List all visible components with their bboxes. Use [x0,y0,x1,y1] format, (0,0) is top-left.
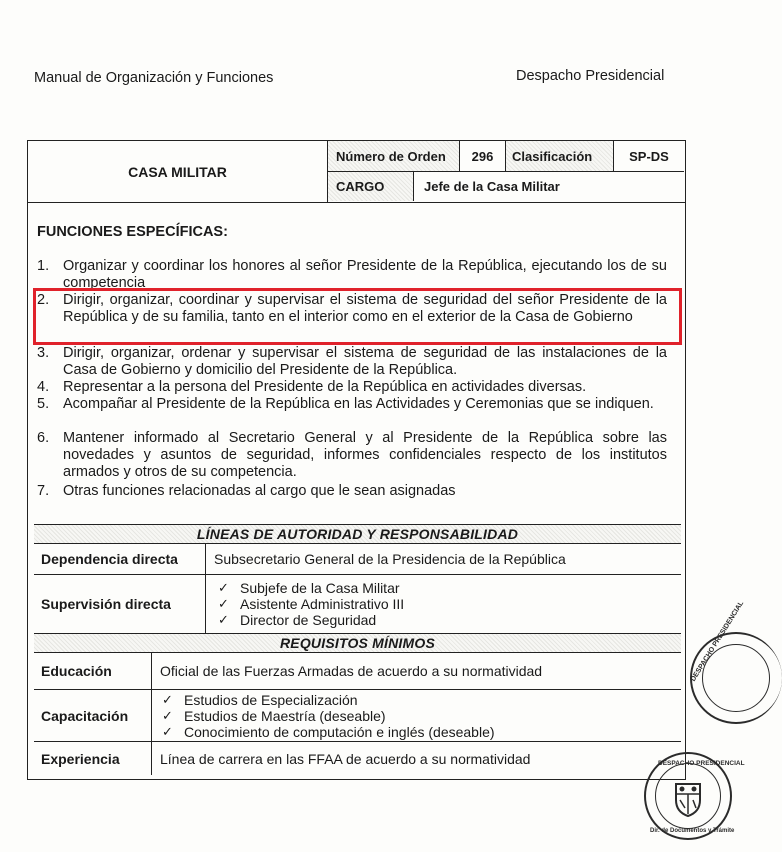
function-number: 1. [37,258,50,274]
function-number: 2. [37,292,50,308]
check-icon: ✓ [218,580,229,595]
check-icon: ✓ [162,723,173,739]
educacion-text: Oficial de las Fuerzas Armadas de acuerdo a su normatividad [160,663,543,679]
experiencia-value [152,742,681,775]
supervision-row [34,575,681,633]
unit-name: CASA MILITAR [28,141,328,203]
supervision-item: Director de Seguridad [240,612,377,628]
check-icon: ✓ [218,596,229,611]
stamp-text: DESPACHO PRESIDENCIAL [689,600,746,683]
function-number: 7. [37,483,50,499]
order-number-label: Número de Orden [328,141,460,172]
official-seal [644,752,745,840]
functions-title: FUNCIONES ESPECÍFICAS: [37,224,228,240]
educacion-value [152,653,681,689]
function-number: 4. [37,379,50,395]
capacitacion-item: Conocimiento de computación e inglés (deseable) [184,723,495,740]
function-item [37,345,667,379]
function-item [37,292,667,343]
supervision-list [206,575,681,633]
job-description-frame [27,140,686,780]
capacitacion-list [152,690,681,741]
function-item [37,396,667,430]
supervision-item: Asistente Administrativo III [240,596,405,612]
function-text: Dirigir, organizar, ordenar y supervisar el sistema de seguridad de las instalaciones de la Casa de Gobierno y domicilio del Presidente de la República. [63,345,667,378]
cargo-label: CARGO [328,172,414,201]
seal-bottom-text: Dir. de Documentos y Trámite [650,828,735,834]
function-text: Organizar y coordinar los honores al señor Presidente de la República, ejecutando los de su competencia [63,258,667,291]
experiencia-row [34,742,681,775]
list-item [162,692,681,708]
experiencia-label: Experiencia [34,742,152,775]
educacion-row [34,653,681,690]
order-number-value: 296 [460,141,506,172]
cargo-value: Jefe de la Casa Militar [424,179,560,194]
list-item [218,596,681,612]
function-text: Otras funciones relacionadas al cargo que le sean asignadas [63,483,456,499]
list-item [218,580,681,596]
position-header [28,141,685,203]
list-item [162,708,681,724]
dependencia-row [34,544,681,575]
dependencia-label: Dependencia directa [34,544,206,574]
function-text: Mantener informado al Secretario General y al Presidente de la República sobre las novedades y asuntos de seguridad, informes confidenciales respecto de los institutos armados y otros de su competencia. [63,430,667,480]
capacitacion-row [34,690,681,742]
capacitacion-item: Estudios de Maestría (deseable) [184,707,386,724]
function-text: Acompañar al Presidente de la República en las Actividades y Ceremonias que se indiquen. [63,396,654,412]
dependencia-text: Subsecretario General de la Presidencia de la República [214,551,566,567]
stamp-partial [689,600,782,724]
seal-top-text: DESPACHO PRESIDENCIAL [658,760,745,767]
coat-of-arms-icon [668,778,708,818]
check-icon: ✓ [218,612,229,627]
function-item [37,430,667,481]
office-title: Despacho Presidencial [516,68,665,84]
function-number: 3. [37,345,50,361]
requirements-section-title: REQUISITOS MÍNIMOS [34,633,681,653]
list-item [162,724,681,740]
function-item [37,258,667,292]
function-text: Representar a la persona del Presidente de la República en actividades diversas. [63,379,587,395]
function-number: 6. [37,430,50,446]
supervision-label: Supervisión directa [34,575,206,633]
authority-section-title: LÍNEAS DE AUTORIDAD Y RESPONSABILIDAD [34,524,681,544]
supervision-item: Subjefe de la Casa Militar [240,580,400,596]
capacitacion-item: Estudios de Especialización [184,691,358,708]
classification-value: SP-DS [614,141,684,172]
check-icon: ✓ [162,707,173,723]
dependencia-value [206,544,681,574]
classification-label: Clasificación [506,141,614,172]
function-number: 5. [37,396,50,412]
check-icon: ✓ [162,691,173,707]
manual-title: Manual de Organización y Funciones [34,70,274,86]
list-item [218,612,681,628]
educacion-label: Educación [34,653,152,689]
function-text: Dirigir, organizar, coordinar y supervisar el sistema de seguridad del señor Presidente de la República y de su familia, tanto en el interior como en el exterior de la Casa de Gobierno [63,292,667,325]
function-item [37,483,667,500]
experiencia-text: Línea de carrera en las FFAA de acuerdo a su normatividad [160,750,531,767]
capacitacion-label: Capacitación [34,690,152,741]
function-item [37,379,667,396]
